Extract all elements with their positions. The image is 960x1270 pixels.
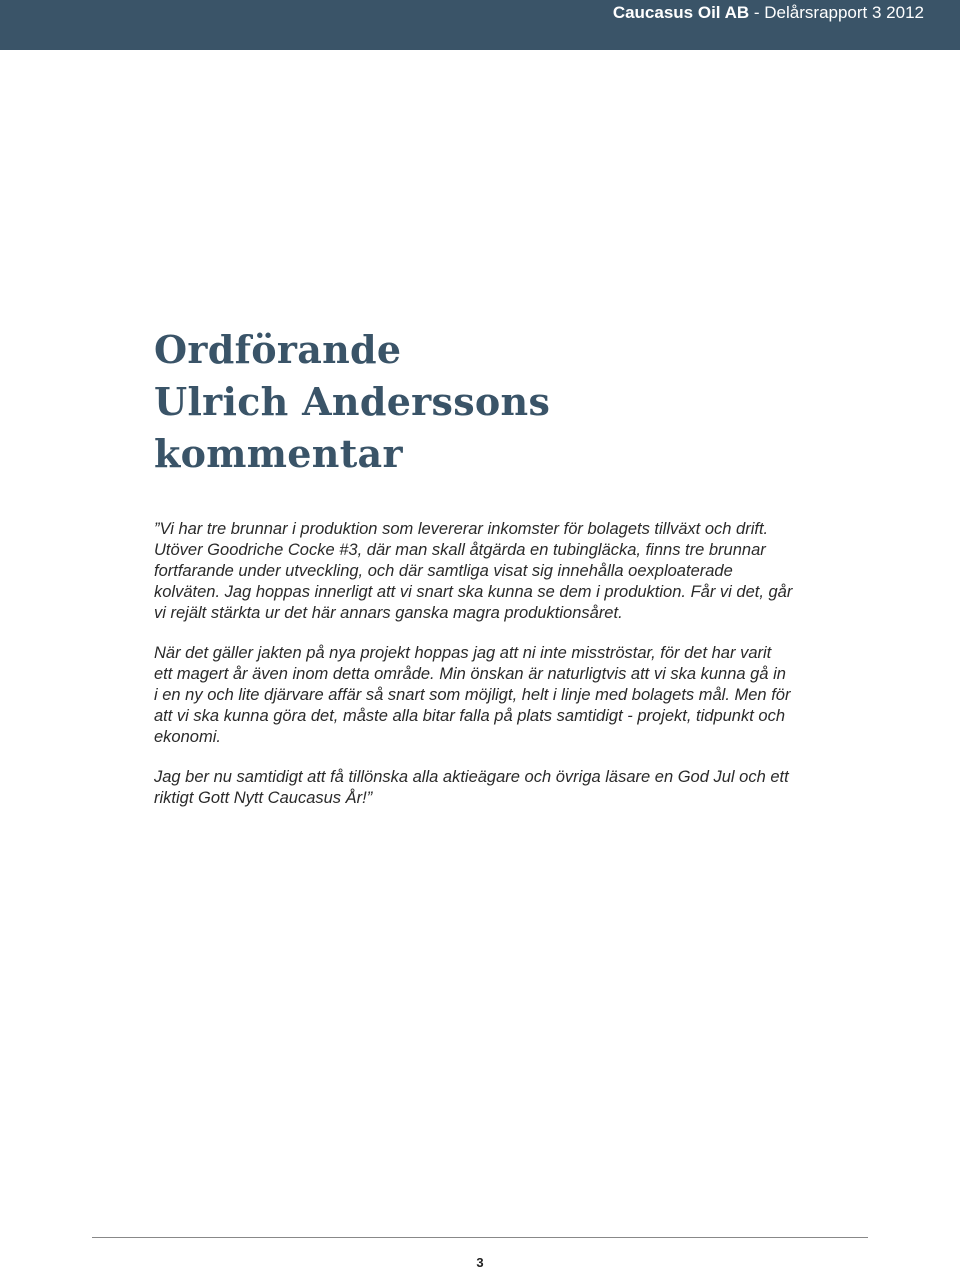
title-line-2: Ulrich Anderssons xyxy=(154,379,551,424)
header-report: - Delårsrapport 3 2012 xyxy=(749,3,924,22)
header-company: Caucasus Oil AB xyxy=(612,3,750,22)
paragraph-1 xyxy=(154,519,794,624)
page-title xyxy=(154,324,550,480)
paragraph-2: När det gäller jakten på nya projekt hoppas jag att ni inte misströstar, för det har varit ett magert år även inom detta område. Min önskan är naturligtvis att vi ska kunna gå in i en ny och lite djärvare affär så snart som möjligt, helt i linje med bolagets mål. Men för att vi ska kunna göra det, måste alla bitar falla på plats samtidigt - projekt, tidpunkt och ekonomi. xyxy=(154,644,791,746)
footer-divider xyxy=(92,1237,868,1238)
header-bar xyxy=(0,0,960,50)
paragraph-1-part-1: ”Vi har tre brunnar i produktion som levererar inkomster för bolagets tillväxt och drift. Utöver Goodriche Cocke #3, där man skall åtgärda en tubingläcka, finns tre brunnar fortfarande under utveckling, och där samtliga visat sig innehålla oexploaterade kolväten. xyxy=(154,520,769,601)
title-line-1: Ordförande xyxy=(154,327,402,372)
paragraph-3: Jag ber nu samtidigt att få tillönska alla aktieägare och övriga läsare en God Jul och ett riktigt Gott Nytt Caucasus År!” xyxy=(154,768,789,807)
running-header xyxy=(613,3,924,23)
page-number: 3 xyxy=(476,1255,484,1270)
chairman-comment xyxy=(154,519,794,828)
paragraph-1-part-2: Jag hoppas innerligt att vi snart ska kunna se dem i produktion. Får vi det, går vi rejält stärkta ur det här annars ganska magra produktionsåret. xyxy=(154,583,793,622)
title-line-3: kommentar xyxy=(154,431,403,476)
